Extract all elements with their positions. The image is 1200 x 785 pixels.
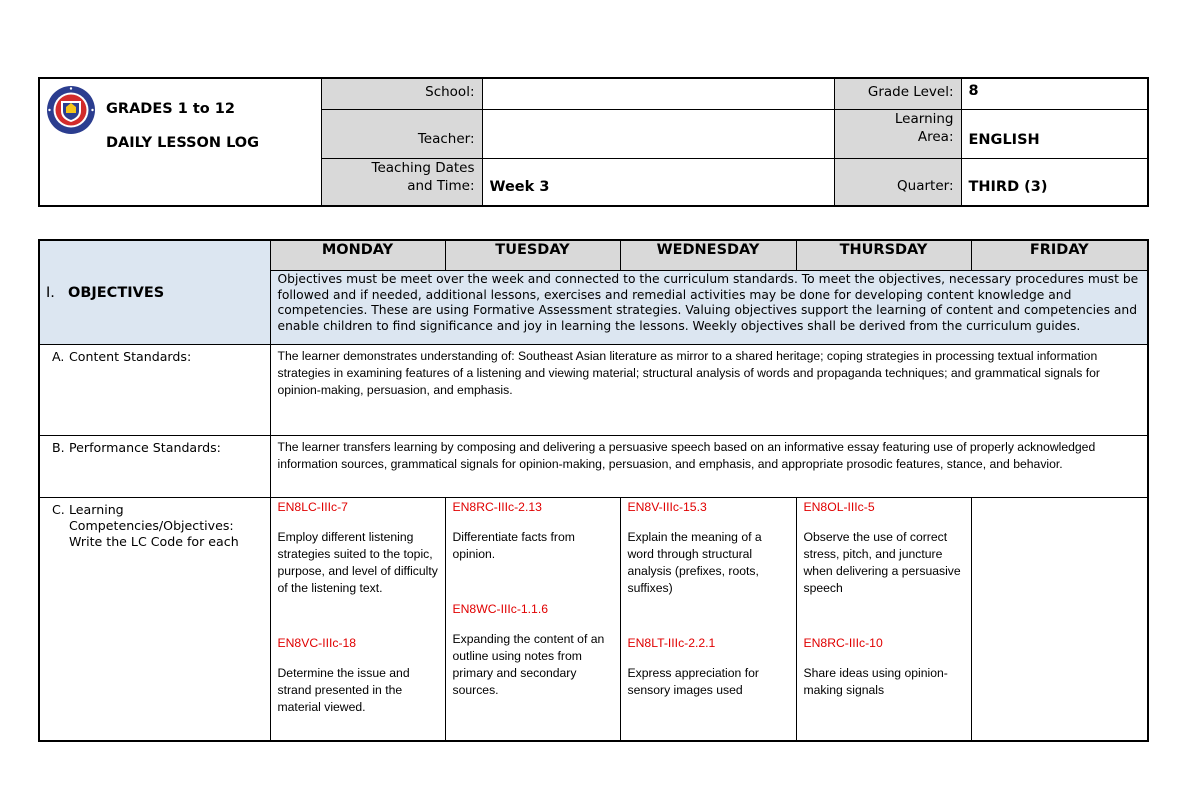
grade-level-label: Grade Level: [834, 78, 961, 109]
competency-text: Determine the issue and strand presented in the material viewed. [277, 666, 410, 714]
performance-standards-text[interactable]: The learner transfers learning by composing and delivering a persuasive speech based on an informative essay featuring use of properly acknowledged information sources, grammatical signals for opinion-making, persuasion, and emphasis, and appropriate prosodic features, stance, and behavior. [270, 436, 1148, 498]
lesson-log-table [38, 239, 1149, 742]
competencies-title-line1: Learning [69, 502, 124, 517]
lc-code: EN8LT-IIIc-2.2.1 [627, 636, 716, 650]
teaching-dates-label [321, 158, 482, 206]
content-standards-label [39, 345, 270, 436]
day-header-tuesday: TUESDAY [445, 240, 620, 271]
objectives-number: I. [46, 284, 55, 301]
competencies-letter: C. [52, 502, 65, 517]
quarter-field[interactable]: THIRD (3) [961, 158, 1148, 206]
competency-text: Express appreciation for sensory images used [627, 666, 759, 697]
deped-seal-icon [46, 85, 96, 135]
header-table [38, 77, 1149, 207]
competency-text: Share ideas using opinion-making signals [803, 666, 948, 697]
school-field[interactable] [482, 78, 834, 109]
learning-area-field[interactable]: ENGLISH [961, 109, 1148, 158]
grade-level-field[interactable]: 8 [961, 78, 1148, 109]
performance-standards-title: Performance Standards: [69, 440, 221, 455]
teaching-dates-label-line2: and Time: [407, 177, 475, 194]
day-header-friday: FRIDAY [971, 240, 1148, 271]
lc-code: EN8V-IIIc-15.3 [627, 500, 707, 514]
lc-code: EN8WC-IIIc-1.1.6 [452, 602, 548, 616]
teaching-dates-label-line1: Teaching Dates [371, 159, 475, 176]
competency-text: Explain the meaning of a word through structural analysis (prefixes, roots, suffixes) [627, 530, 762, 595]
lc-code: EN8RC-IIIc-10 [803, 636, 883, 650]
title-grades: GRADES 1 to 12 [106, 101, 235, 117]
lc-code: EN8RC-IIIc-2.13 [452, 500, 542, 514]
content-standards-title: Content Standards: [69, 349, 192, 364]
lc-code: EN8LC-IIIc-7 [277, 500, 348, 514]
competencies-label [39, 498, 270, 741]
competency-cell-monday[interactable] [270, 498, 445, 741]
day-header-thursday: THURSDAY [796, 240, 971, 271]
competencies-title-line2: Competencies/Objectives: [69, 518, 234, 533]
objectives-heading [39, 240, 270, 345]
performance-standards-label [39, 436, 270, 498]
competency-cell-thursday[interactable] [796, 498, 971, 741]
teaching-dates-field[interactable]: Week 3 [482, 158, 834, 206]
objectives-description: Objectives must be meet over the week and connected to the curriculum standards. To meet the objectives, necessary procedures must be followed and if needed, additional lessons, exercises and remedial activities may be done for developing content knowledge and competencies. These are using Formative Assessment strategies. Valuing objectives support the learning of content and competencies and enable children to find significance and joy in learning the lessons. Weekly objectives shall be derived from the curriculum guides. [270, 271, 1148, 345]
competency-text: Differentiate facts from opinion. [452, 530, 575, 561]
objectives-label: OBJECTIVES [68, 284, 165, 301]
content-standards-text[interactable]: The learner demonstrates understanding of: Southeast Asian literature as mirror to a shared heritage; coping strategies in processing textual information strategies in examining features of a listening and viewing material; structural analysis of words and propaganda techniques; and grammatical signals for opinion-making, persuasion, and emphasis. [270, 345, 1148, 436]
competency-text: Employ different listening strategies suited to the topic, purpose, and level of difficulty of the listening text. [277, 530, 438, 595]
learning-area-label-line2: Area: [917, 128, 954, 145]
competency-text: Expanding the content of an outline using notes from primary and secondary sources. [452, 632, 605, 697]
lc-code: EN8OL-IIIc-5 [803, 500, 875, 514]
day-header-monday: MONDAY [270, 240, 445, 271]
performance-standards-letter: B. [52, 440, 65, 455]
competency-cell-tuesday[interactable] [445, 498, 620, 741]
school-label: School: [321, 78, 482, 109]
learning-area-label-line1: Learning [894, 110, 954, 127]
quarter-label: Quarter: [834, 158, 961, 206]
lc-code: EN8VC-IIIc-18 [277, 636, 357, 650]
teacher-field[interactable] [482, 109, 834, 158]
header-title-cell [39, 78, 321, 206]
competencies-sublabel: Write the LC Code for each [69, 534, 239, 549]
competency-cell-friday[interactable] [971, 498, 1148, 741]
competency-text: Observe the use of correct stress, pitch, and juncture when delivering a persuasive speech [803, 530, 961, 595]
learning-area-label [834, 109, 961, 158]
day-header-wednesday: WEDNESDAY [620, 240, 796, 271]
competency-cell-wednesday[interactable] [620, 498, 796, 741]
teacher-label: Teacher: [321, 109, 482, 158]
content-standards-letter: A. [52, 349, 65, 364]
title-daily-lesson-log: DAILY LESSON LOG [106, 135, 260, 151]
